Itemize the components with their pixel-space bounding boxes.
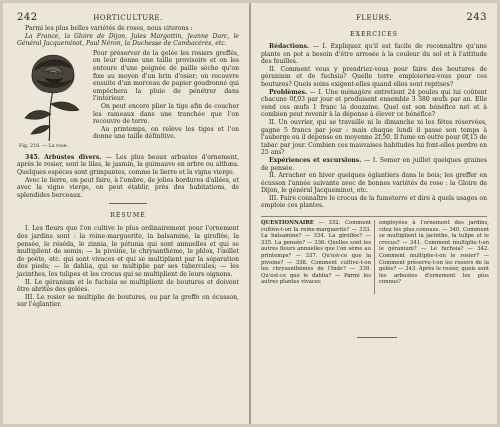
ivy-paragraph: Avec le lierre, on peut faire, à l'ombre, de jolies bordures d'allées, et avec la vigne vierge, on peut établir, près des habitations, de splendides berceaux. [17, 176, 239, 199]
summary-item-3: III. Le rosier se multiplie de boutures, ou par la greffe en écusson, sur l'églantier. [17, 293, 239, 309]
problemes-paragraph [261, 89, 487, 119]
rose-text-column [93, 50, 239, 141]
exercises-title: EXERCICES [350, 31, 398, 38]
end-rule [357, 337, 397, 338]
questionnaire-left-text: — 332. Comment cultive-t-on la reine-marguerite? — 333. La balsamine? — 334. La giroflée? — 335. La pensée? — 336. Quelles sont les autres fleurs annuelles que l'on sème au printemps? — 337. Qu'est-ce que la pivoine? — 338. Comment cultive-t-on les chrysanthèmes de l'Inde? — 339. Qu'est-ce que le dahlia? — Parmi les autres plantes vivaces [261, 220, 371, 286]
problemes-text: — I. Une ménagère entretient 24 poules qui lui coûtent chacune 0f,03 par jour et produisent ensemble 3 380 œufs par an. Elle vend ces œufs 1 franc la douzaine. Quel est son bénéfice net et à combien peut revenir à la dépense à élever ce bénéfice? [261, 88, 487, 119]
experiences-paragraph-2: II. Arracher en hiver quelques églantiers dans le bois; les greffer en écusson l'année suivante avec de bonnes variétés de rose : la Gloire de Dijon, le général Jacqueminot, etc. [261, 172, 487, 195]
section-heading: Arbustes divers. [44, 153, 102, 161]
experiences-text: — I. Semer en juillet quelques graines de pensée. [261, 156, 487, 172]
experiences-label: Expériences et excursions. [269, 156, 362, 164]
left-page [3, 3, 249, 424]
figure-caption: Fig. 218. — La rose. [19, 143, 69, 149]
experiences-paragraph-3: III. Faire connaître le crocus de la fumeterre et dire à quels usages on emploie ces plantes. [261, 194, 487, 210]
rose-varieties-list: La France, la Gloire de Dijon, Jules Margottin, Jeanne Darc, le Général Jacqueminot, Paul Néron, la Duchesse de Cambacérès, etc. [17, 32, 239, 48]
divider-rule [109, 203, 147, 204]
experiences-paragraph [261, 157, 487, 172]
questionnaire-left-column [261, 220, 371, 286]
page-number-right: 243 [466, 12, 487, 23]
page-number-left: 242 [17, 12, 38, 23]
rose-figure-block [17, 50, 239, 154]
summary-item-2: II. Le géranium et le fuchsia se multiplient de boutures et doivent être abrités des gelées. [17, 278, 239, 294]
questionnaire-right-column: employées à l'ornement des jardins, citez les plus connues. — 340. Comment se multiplient la jacinthe, la tulipe et le crocus? — 341. Comment multiplie-t-on le géranium? — Le fuchsia? — 342. Comment multiplie-t-on le rosier? — Comment préserve-t-on les rosiers de la gelée? — 343. Après le rosier, quels sont les arbustes d'ornement les plus connus? [379, 220, 489, 286]
rose-spring-paragraph: Au printemps, on relève les tiges et l'on donne une taille définitive. [93, 125, 239, 141]
questionnaire-box [261, 216, 487, 300]
problemes-label: Problèmes. [269, 88, 308, 96]
section-number: 345. [25, 153, 40, 161]
rose-bend-paragraph: On peut encore plier la tige afin de coucher les rameaux dans une tranchée que l'on recouvre de terre. [93, 102, 239, 126]
rose-frost-paragraph: Pour préserver de la gelée les rosiers greffés, on leur donne une taille provisoire et on les entoure d'une poignée de paille sèche qu'on fixe au moyen d'un brin d'osier; on recouvre ensuite d'un morceau de papier goudronné qui empêchera la pluie de pénétrer dans l'intérieur. [93, 49, 239, 103]
intro-text: Parmi les plus belles variétés de roses, nous citerons : [25, 25, 193, 32]
redactions-paragraph [261, 43, 487, 66]
running-head-right [261, 11, 487, 25]
summary-title: RÉSUMÉ [110, 212, 146, 220]
problemes-paragraph-2: II. Un ouvrier, qui se travaille ni le dimanche ni les fêtes réservées, gagne 5 francs par jour : mais chaque lundi il passe son temps à l'auberge où il dépense en moyenne 2f,50. Il fume en outre pour 0f,15 de tabac par jour. Combien ces mauvaises habitudes lui font-elles perdre en 25 ans? [261, 118, 488, 157]
right-page [251, 3, 497, 424]
book-spread [3, 3, 497, 424]
redactions-label: Rédactions. [269, 43, 310, 50]
redactions-paragraph-2: II. Comment vous y prendriez-vous pour faire des boutures de géranium et de fuchsia? Quelle terre emploieriez-vous pour ces boutures? Quels soins exigent-elles quand elles sont reprises? [261, 65, 487, 88]
running-head-left [17, 11, 239, 25]
section-text: — Les plus beaux arbustes d'ornement, après le rosier, sont le lilas, le jasmin, la guimauve en arbre ou althæa. Quelques espèces sont grimpantes, comme le lierre et la vigne vierge. [17, 153, 240, 176]
running-head-title-left: HORTICULTURE. [93, 14, 163, 22]
rose-illustration [17, 50, 87, 142]
running-head-title-right: FLEURS. [355, 14, 393, 22]
rose-varieties [17, 33, 239, 48]
redactions-text: — I. Expliquez qu'il est facile de reconnaître qu'une plante en pot a besoin d'être arrosée à la couleur du sol et à l'attitude des feuilles. [261, 43, 487, 66]
shrubs-section [17, 154, 239, 177]
summary-item-1: I. Les fleurs que l'on cultive le plus ordinairement pour l'ornement des jardins sont : la reine-marguerite, la balsamine, la giroflée, la pensée, le réséda, le zinnia, le pétunia qui sont annuelles et qui se multiplient de semis; — la pivoine, le chrysanthème, le phlox, l'œillet de poète, etc. qui sont vivaces et qui se multiplient par la séparation des pieds; — le dahlia, qui se multiplie par ses tubercules; — les jacinthes, les tulipes et les crocus qui se multiplient de leurs oignons. [17, 225, 239, 278]
questionnaire-divider [374, 220, 375, 294]
questionnaire-label: QUESTIONNAIRE [261, 220, 314, 227]
